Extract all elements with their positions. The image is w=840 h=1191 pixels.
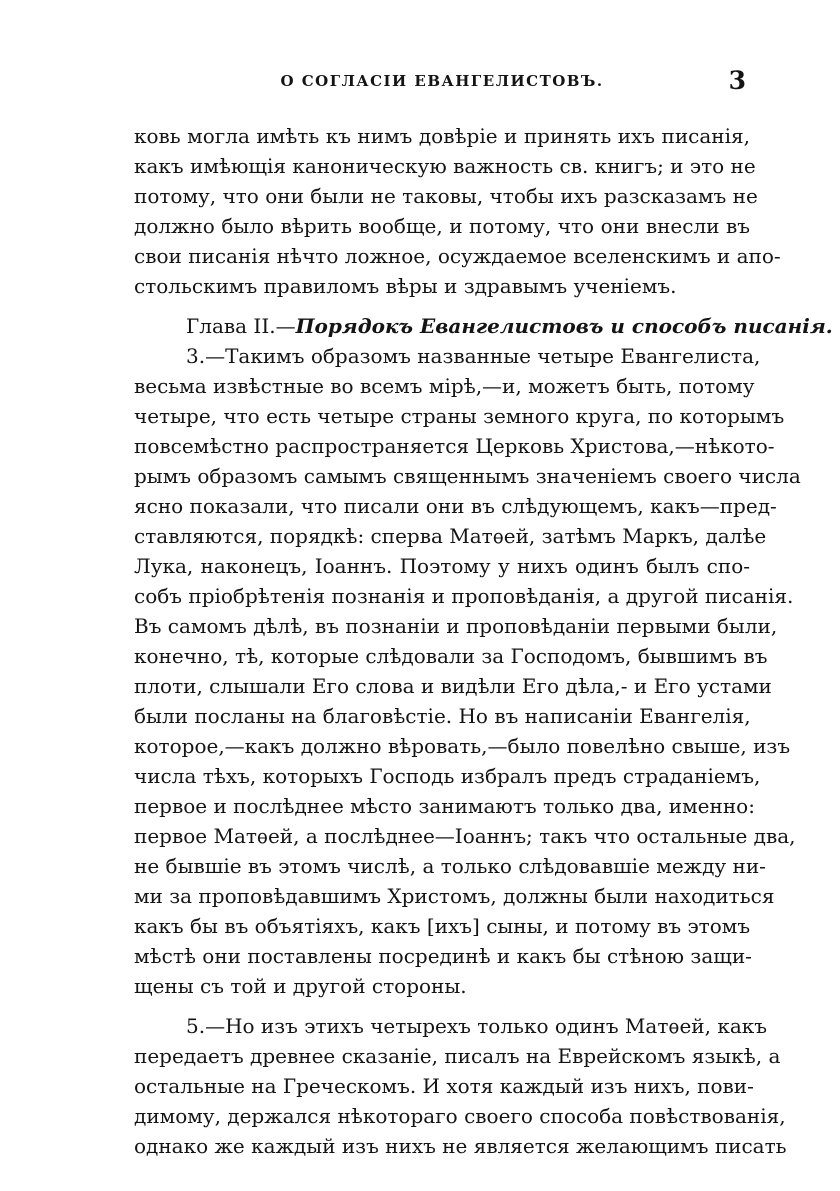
page-header	[134, 66, 750, 94]
chapter-number: Глава II.—	[186, 314, 296, 338]
text-line: какъ бы въ объятіяхъ, какъ [ихъ] сыны, и потому въ этомъ	[134, 914, 751, 938]
text-line: ставляются, порядкѣ: сперва Матѳей, затѣмъ Маркъ, далѣе	[134, 524, 767, 548]
text-line: ковь могла имѣть къ нимъ довѣріе и принять ихъ писанія,	[134, 124, 750, 148]
text-line: четыре, что есть четыре страны земного круга, по которымъ	[134, 404, 785, 428]
text-line: передаетъ древнее сказаніе, писалъ на Еврейскомъ языкѣ, а	[134, 1044, 781, 1068]
text-line: которое,—какъ должно вѣровать,—было повелѣно свыше, изъ	[134, 734, 791, 758]
text-line: 5.—Но изъ этихъ четырехъ только одинъ Матѳей, какъ	[186, 1014, 767, 1038]
body-text	[134, 121, 833, 1161]
text-line: были посланы на благовѣстіе. Но въ написаніи Евангелія,	[134, 704, 751, 728]
page-number: 3	[728, 66, 746, 95]
text-line: однако же каждый изъ нихъ не является желающимъ писать	[134, 1134, 787, 1158]
text-line: повсемѣстно распространяется Церковь Христова,—нѣкото-	[134, 434, 775, 458]
text-line: щены съ той и другой стороны.	[134, 974, 467, 998]
text-line: конечно, тѣ, которые слѣдовали за Господомъ, бывшимъ въ	[134, 644, 768, 668]
chapter-heading	[134, 311, 833, 341]
paragraph-section-5	[134, 1011, 787, 1161]
text-line: какъ имѣющія каноническую важность св. книгъ; и это не	[134, 154, 756, 178]
text-line: не бывшіе въ этомъ числѣ, а только слѣдовавшіе между ни-	[134, 854, 766, 878]
text-line: числа тѣхъ, которыхъ Господь избралъ предъ страданіемъ,	[134, 764, 761, 788]
text-line: стольскимъ правиломъ вѣры и здравымъ ученіемъ.	[134, 274, 677, 298]
paragraph-continuation	[134, 121, 781, 301]
paragraph-section-3	[134, 341, 801, 1001]
text-line: плоти, слышали Его слова и видѣли Его дѣла,- и Его устами	[134, 674, 772, 698]
text-line: должно было вѣрить вообще, и потому, что они внесли въ	[134, 214, 750, 238]
text-line: весьма извѣстные во всемъ мірѣ,—и, можетъ быть, потому	[134, 374, 755, 398]
text-line: ясно показали, что писали они въ слѣдующемъ, какъ—пред-	[134, 494, 777, 518]
text-line: первое и послѣднее мѣсто занимаютъ только два, именно:	[134, 794, 755, 818]
text-line: Въ самомъ дѣлѣ, въ познаніи и проповѣданіи первыми были,	[134, 614, 778, 638]
text-line: ми за проповѣдавшимъ Христомъ, должны были находиться	[134, 884, 775, 908]
text-line: собъ пріобрѣтенія познанія и проповѣданія, а другой писанія.	[134, 584, 794, 608]
text-line: димому, держался нѣкотораго своего способа повѣствованія,	[134, 1104, 786, 1128]
text-line: свои писанія нѣчто ложное, осуждаемое вселенскимъ и апо-	[134, 244, 781, 268]
text-line: рымъ образомъ самымъ священнымъ значеніемъ своего числа	[134, 464, 801, 488]
text-line: мѣстѣ они поставлены посрединѣ и какъ бы стѣною защи-	[134, 944, 752, 968]
chapter-title: Порядокъ Евангелистовъ и способъ писанія.	[295, 314, 833, 338]
text-line: потому, что они были не таковы, чтобы ихъ разсказамъ не	[134, 184, 758, 208]
text-line: первое Матѳей, а послѣднее—Іоаннъ; такъ что остальные два,	[134, 824, 796, 848]
text-line: 3.—Такимъ образомъ названные четыре Евангелиста,	[186, 344, 761, 368]
text-line: остальные на Греческомъ. И хотя каждый изъ нихъ, пови-	[134, 1074, 754, 1098]
running-title: О СОГЛАСІИ ЕВАНГЕЛИСТОВЪ.	[280, 72, 604, 90]
text-line: Лука, наконецъ, Іоаннъ. Поэтому у нихъ одинъ былъ спо-	[134, 554, 750, 578]
